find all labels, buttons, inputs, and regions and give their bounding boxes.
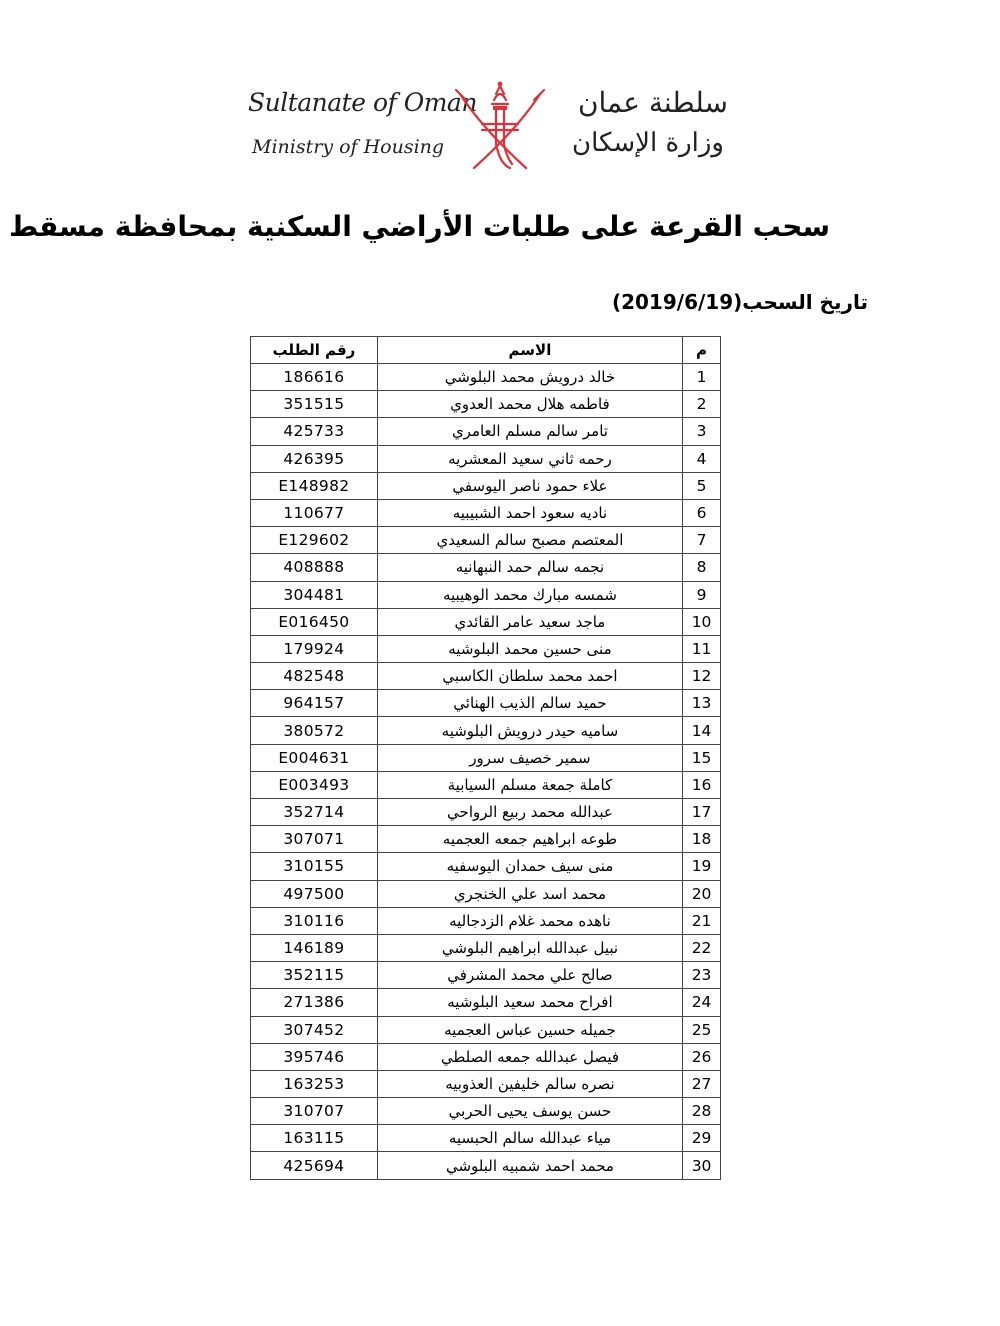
header-num: م xyxy=(683,337,721,364)
cell-name: خالد درويش محمد البلوشي xyxy=(377,364,682,391)
cell-name: مياء عبدالله سالم الحبسيه xyxy=(377,1125,682,1152)
cell-application: 307452 xyxy=(251,1016,378,1043)
cell-application: E016450 xyxy=(251,608,378,635)
cell-name: كاملة جمعة مسلم السيابية xyxy=(377,771,682,798)
cell-num: 9 xyxy=(683,581,721,608)
cell-application: 380572 xyxy=(251,717,378,744)
cell-num: 23 xyxy=(683,962,721,989)
table-header-row xyxy=(251,337,721,364)
letterhead xyxy=(0,0,1000,190)
cell-name: افراح محمد سعيد البلوشيه xyxy=(377,989,682,1016)
cell-name: تامر سالم مسلم العامري xyxy=(377,418,682,445)
cell-name: جميله حسين عباس العجميه xyxy=(377,1016,682,1043)
english-country-name: Sultanate of Oman xyxy=(248,88,477,117)
cell-num: 1 xyxy=(683,364,721,391)
arabic-country-name: سلطنة عمان xyxy=(577,86,728,119)
table-row xyxy=(251,472,721,499)
cell-num: 6 xyxy=(683,499,721,526)
cell-name: منى حسين محمد البلوشيه xyxy=(377,635,682,662)
draw-date xyxy=(612,290,868,314)
cell-name: محمد احمد شمبيه البلوشي xyxy=(377,1152,682,1179)
cell-application: 351515 xyxy=(251,391,378,418)
table-row xyxy=(251,1043,721,1070)
cell-num: 28 xyxy=(683,1098,721,1125)
table-row xyxy=(251,635,721,662)
table-row xyxy=(251,581,721,608)
table-body xyxy=(251,364,721,1180)
table-row xyxy=(251,364,721,391)
cell-application: E003493 xyxy=(251,771,378,798)
cell-name: حسن يوسف يحيى الحربي xyxy=(377,1098,682,1125)
cell-name: ماجد سعيد عامر القائدي xyxy=(377,608,682,635)
cell-application: 352714 xyxy=(251,799,378,826)
header-name: الاسم xyxy=(377,337,682,364)
cell-application: 497500 xyxy=(251,880,378,907)
table-row xyxy=(251,717,721,744)
table-row xyxy=(251,445,721,472)
cell-name: رحمه ثاني سعيد المعشريه xyxy=(377,445,682,472)
cell-num: 12 xyxy=(683,663,721,690)
cell-application: 186616 xyxy=(251,364,378,391)
cell-name: ناهده محمد غلام الزدجاليه xyxy=(377,907,682,934)
cell-num: 2 xyxy=(683,391,721,418)
cell-name: شمسه مبارك محمد الوهيبيه xyxy=(377,581,682,608)
table-row xyxy=(251,663,721,690)
cell-num: 21 xyxy=(683,907,721,934)
table-row xyxy=(251,826,721,853)
table-row xyxy=(251,1070,721,1097)
table-row xyxy=(251,771,721,798)
cell-application: 426395 xyxy=(251,445,378,472)
cell-num: 8 xyxy=(683,554,721,581)
cell-name: ناديه سعود احمد الشبيبيه xyxy=(377,499,682,526)
table-row xyxy=(251,499,721,526)
cell-num: 15 xyxy=(683,744,721,771)
table-row xyxy=(251,1098,721,1125)
table-row xyxy=(251,608,721,635)
cell-name: علاء حمود ناصر اليوسفي xyxy=(377,472,682,499)
english-ministry-name: Ministry of Housing xyxy=(252,136,445,158)
cell-num: 18 xyxy=(683,826,721,853)
cell-name: ساميه حيدر درويش البلوشيه xyxy=(377,717,682,744)
table-row xyxy=(251,554,721,581)
cell-name: نجمه سالم حمد النبهانيه xyxy=(377,554,682,581)
cell-name: منى سيف حمدان اليوسفيه xyxy=(377,853,682,880)
cell-num: 3 xyxy=(683,418,721,445)
table-row xyxy=(251,799,721,826)
table-row xyxy=(251,853,721,880)
table-row xyxy=(251,1125,721,1152)
cell-name: سمير خصيف سرور xyxy=(377,744,682,771)
cell-num: 11 xyxy=(683,635,721,662)
cell-application: 310155 xyxy=(251,853,378,880)
cell-num: 27 xyxy=(683,1070,721,1097)
cell-num: 14 xyxy=(683,717,721,744)
cell-num: 22 xyxy=(683,934,721,961)
cell-application: 352115 xyxy=(251,962,378,989)
cell-name: نبيل عبدالله ابراهيم البلوشي xyxy=(377,934,682,961)
arabic-ministry-name: وزارة الإسكان xyxy=(572,128,724,158)
cell-application: E148982 xyxy=(251,472,378,499)
cell-application: 425694 xyxy=(251,1152,378,1179)
table-row xyxy=(251,1016,721,1043)
cell-name: حميد سالم الذيب الهنائي xyxy=(377,690,682,717)
cell-name: محمد اسد علي الخنجري xyxy=(377,880,682,907)
cell-num: 16 xyxy=(683,771,721,798)
cell-num: 4 xyxy=(683,445,721,472)
cell-name: صالح علي محمد المشرفي xyxy=(377,962,682,989)
table-row xyxy=(251,391,721,418)
cell-num: 7 xyxy=(683,527,721,554)
draw-date-value: (2019/6/19) xyxy=(611,290,743,314)
cell-num: 25 xyxy=(683,1016,721,1043)
cell-application: 310116 xyxy=(251,907,378,934)
table-row xyxy=(251,880,721,907)
draw-results-table xyxy=(250,336,721,1180)
cell-application: 271386 xyxy=(251,989,378,1016)
cell-num: 19 xyxy=(683,853,721,880)
cell-application: 307071 xyxy=(251,826,378,853)
cell-name: عبدالله محمد ربيع الرواحي xyxy=(377,799,682,826)
cell-application: 146189 xyxy=(251,934,378,961)
table-row xyxy=(251,934,721,961)
cell-application: E129602 xyxy=(251,527,378,554)
document-title: سحب القرعة على طلبات الأراضي السكنية بمحافظة مسقط xyxy=(9,210,830,243)
cell-application: 425733 xyxy=(251,418,378,445)
cell-application: E004631 xyxy=(251,744,378,771)
cell-application: 408888 xyxy=(251,554,378,581)
cell-num: 10 xyxy=(683,608,721,635)
table-row xyxy=(251,907,721,934)
table-row xyxy=(251,989,721,1016)
cell-num: 13 xyxy=(683,690,721,717)
table-row xyxy=(251,690,721,717)
cell-num: 26 xyxy=(683,1043,721,1070)
cell-name: فيصل عبدالله جمعه الصلطي xyxy=(377,1043,682,1070)
table-row xyxy=(251,527,721,554)
table-row xyxy=(251,744,721,771)
cell-name: احمد محمد سلطان الكاسبي xyxy=(377,663,682,690)
cell-num: 24 xyxy=(683,989,721,1016)
cell-num: 17 xyxy=(683,799,721,826)
cell-application: 310707 xyxy=(251,1098,378,1125)
cell-application: 110677 xyxy=(251,499,378,526)
cell-application: 482548 xyxy=(251,663,378,690)
cell-num: 5 xyxy=(683,472,721,499)
header-application: رقم الطلب xyxy=(251,337,378,364)
cell-application: 964157 xyxy=(251,690,378,717)
cell-application: 163253 xyxy=(251,1070,378,1097)
cell-num: 20 xyxy=(683,880,721,907)
cell-num: 30 xyxy=(683,1152,721,1179)
cell-name: طوعه ابراهيم جمعه العجميه xyxy=(377,826,682,853)
oman-national-emblem-icon xyxy=(452,80,548,172)
cell-application: 179924 xyxy=(251,635,378,662)
cell-name: المعتصم مصبح سالم السعيدي xyxy=(377,527,682,554)
cell-application: 163115 xyxy=(251,1125,378,1152)
cell-name: فاطمه هلال محمد العدوي xyxy=(377,391,682,418)
cell-application: 304481 xyxy=(251,581,378,608)
cell-application: 395746 xyxy=(251,1043,378,1070)
draw-date-label: تاريخ السحب xyxy=(742,290,868,314)
table-row xyxy=(251,1152,721,1179)
table-row xyxy=(251,418,721,445)
cell-num: 29 xyxy=(683,1125,721,1152)
table-row xyxy=(251,962,721,989)
cell-name: نصره سالم خليفين العذوبيه xyxy=(377,1070,682,1097)
